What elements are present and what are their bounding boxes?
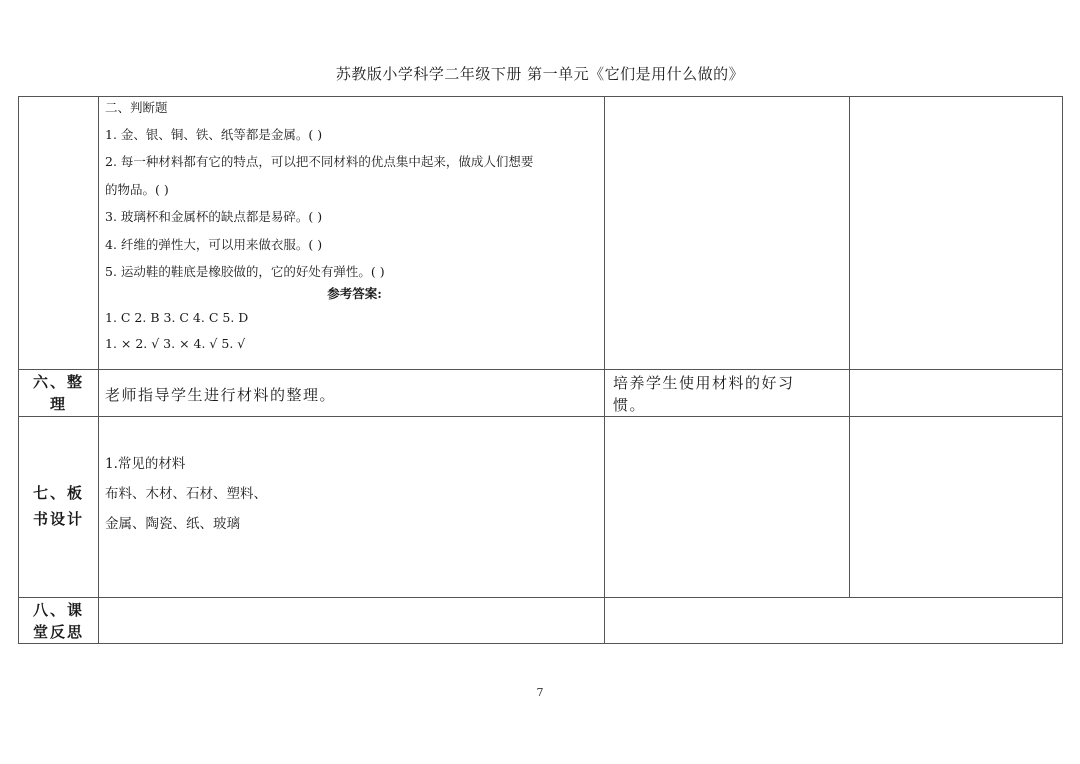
stage-label-line: 八、课: [32, 601, 84, 619]
stage-cell-empty: [19, 97, 99, 370]
board-design-content: [99, 417, 604, 539]
stage-label-board: [19, 417, 98, 532]
table-row-reflection: [19, 598, 1063, 644]
design-intent-line: 培养学生使用材料的好习: [613, 374, 795, 392]
table-row-board: [19, 417, 1063, 598]
board-design-cell: [99, 417, 605, 598]
answer-title: 参考答案:: [327, 286, 382, 302]
judgment-heading: 二、判断题: [105, 100, 168, 115]
stage-label-line: 七、板: [32, 484, 84, 502]
judgment-answers: 1. × 2. √ 3. × 4. √ 5. √: [105, 336, 246, 352]
intent-cell-empty: [605, 417, 850, 598]
reflection-notes-cell-empty: [605, 598, 1063, 644]
judgment-item: 4. 纤维的弹性大，可以用来做衣服。( ): [105, 236, 323, 252]
judgment-item: 3. 玻璃杯和金属杯的缺点都是易碎。( ): [105, 209, 323, 225]
notes-cell-empty: [850, 417, 1063, 598]
teacher-activity-cell: [99, 370, 605, 417]
judgment-item: 1. 金、银、铜、铁、纸等都是金属。( ): [105, 127, 323, 142]
judgment-item: 的物品。( ): [105, 181, 169, 197]
stage-label-line: 书设计: [32, 510, 84, 528]
design-intent-text: [605, 370, 849, 416]
judgment-item: 5. 运动鞋的鞋底是橡胶做的，它的好处有弹性。( ): [105, 264, 385, 280]
stage-label-organize: [19, 370, 98, 415]
board-line: 布料、木材、石材、塑料、: [105, 486, 267, 502]
stage-label-reflection: [19, 598, 98, 643]
intent-cell-empty: [605, 97, 850, 370]
stage-cell-organize: [19, 370, 99, 417]
page-number: 7: [536, 686, 544, 699]
notes-cell-empty: [850, 370, 1063, 417]
teacher-activity-text: 老师指导学生进行材料的整理。: [105, 386, 337, 404]
table-row-judgment: [19, 97, 1063, 370]
reflection-cell-empty: [99, 598, 605, 644]
board-line: 金属、陶瓷、纸、玻璃: [105, 516, 240, 532]
stage-label-line: 理: [49, 395, 67, 413]
table-row-organize: [19, 370, 1063, 417]
notes-cell-empty: [850, 97, 1063, 370]
stage-cell-reflection: [19, 598, 99, 644]
stage-label-line: 堂反思: [32, 623, 84, 641]
board-line: 1.常见的材料: [105, 456, 186, 472]
judgment-section: [99, 97, 604, 357]
judgment-cell: [99, 97, 605, 370]
choice-answers: 1. C 2. B 3. C 4. C 5. D: [105, 310, 249, 326]
design-intent-cell: [605, 370, 850, 417]
lesson-plan-table: [18, 96, 1063, 644]
stage-label-line: 六、整: [32, 373, 84, 391]
stage-cell-board: [19, 417, 99, 598]
design-intent-line: 惯。: [613, 396, 647, 414]
page-title: 苏教版小学科学二年级下册 第一单元《它们是用什么做的》: [335, 65, 745, 83]
judgment-item: 2. 每一种材料都有它的特点，可以把不同材料的优点集中起来，做成人们想要: [105, 154, 534, 170]
